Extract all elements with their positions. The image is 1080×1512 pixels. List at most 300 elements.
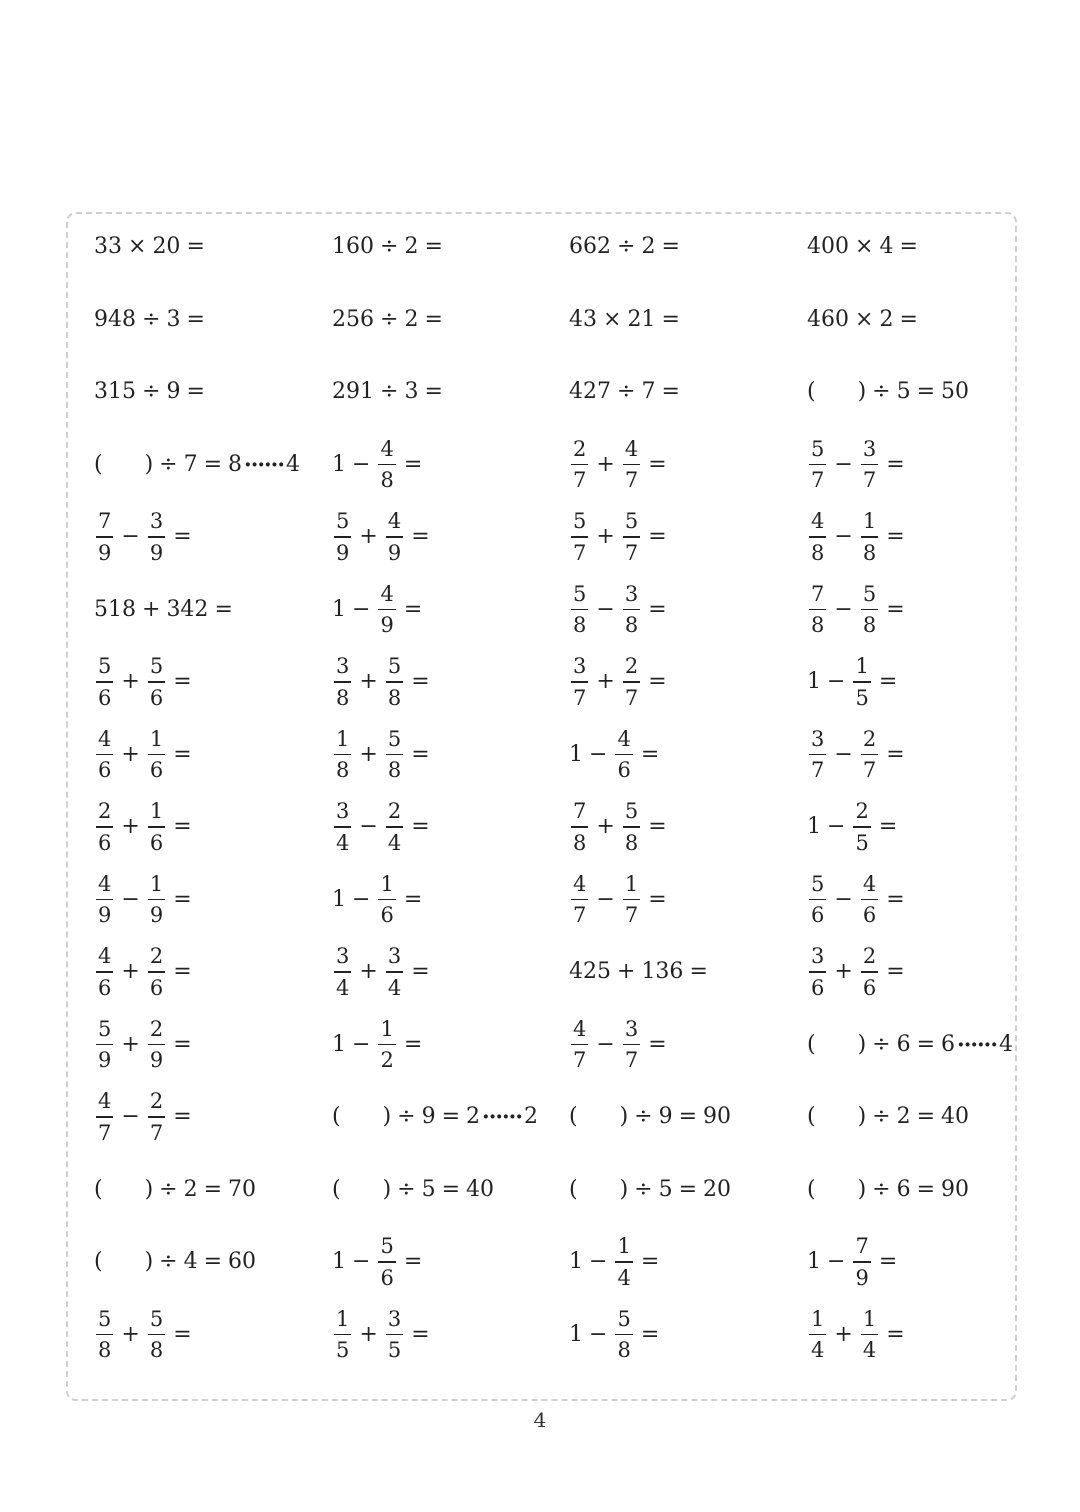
problem [569, 720, 665, 790]
fraction [853, 1234, 870, 1290]
problem [569, 1300, 665, 1370]
problem [569, 357, 686, 427]
fraction-denominator: 4 [617, 1265, 631, 1290]
operator-symbol: + [121, 741, 140, 767]
fraction-numerator: 3 [149, 509, 164, 534]
fraction-bar [623, 609, 640, 611]
operator-symbol: + [121, 814, 140, 839]
operator-symbol: − [121, 886, 140, 912]
fraction-denominator: 7 [624, 540, 639, 565]
fraction-bar [861, 464, 878, 466]
operator-symbol: − [827, 1249, 846, 1274]
problem [807, 937, 911, 1007]
fraction-denominator: 8 [336, 685, 350, 710]
operator-symbol: + [596, 524, 615, 549]
problem [332, 1155, 494, 1225]
fraction-bar [148, 536, 165, 538]
answer-blank: ( ) [94, 451, 154, 477]
operator-symbol: = [916, 1031, 936, 1057]
fraction-denominator: 6 [811, 903, 825, 928]
fraction-bar [334, 754, 351, 756]
operator-symbol: + [142, 596, 161, 622]
operator-symbol: − [827, 669, 846, 694]
fraction [96, 509, 113, 565]
fraction-numerator: 4 [624, 436, 639, 461]
number: 425 [569, 959, 611, 984]
fraction-numerator: 1 [811, 1306, 825, 1331]
fraction [809, 509, 826, 565]
fraction-bar [623, 536, 640, 538]
problem [94, 430, 300, 500]
number: 9 [658, 1104, 673, 1129]
fraction-denominator: 9 [149, 540, 164, 565]
problem [332, 1227, 428, 1297]
operator-symbol: = [173, 1104, 192, 1129]
problem [807, 1300, 911, 1370]
fraction-numerator: 5 [617, 1306, 631, 1331]
problem [332, 937, 436, 1007]
number: 1 [332, 1031, 346, 1057]
number: 662 [569, 234, 611, 259]
number: 2 [524, 1104, 538, 1129]
operator-symbol: + [121, 1321, 140, 1347]
number: 1 [807, 1249, 821, 1274]
fraction-numerator: 4 [98, 944, 112, 969]
number: 33 [94, 234, 122, 259]
problem [807, 285, 924, 355]
fraction-numerator: 4 [387, 509, 402, 534]
problem [569, 1155, 731, 1225]
operator-symbol: − [359, 814, 378, 839]
operator-symbol: = [916, 379, 936, 404]
fraction-denominator: 5 [336, 1338, 350, 1363]
fraction-denominator: 8 [380, 468, 394, 493]
problem [332, 647, 436, 717]
problem [569, 212, 686, 282]
fraction-numerator: 2 [862, 944, 877, 969]
operator-symbol: = [640, 1249, 660, 1274]
problem [332, 1300, 436, 1370]
number: 2 [641, 234, 656, 259]
fraction [148, 799, 165, 855]
number: 4 [286, 451, 300, 477]
operator-symbol: − [589, 1249, 608, 1274]
operator-symbol: + [359, 741, 378, 767]
fraction [334, 727, 351, 783]
fraction-bar [378, 609, 395, 611]
operator-symbol: − [834, 596, 853, 622]
problem [569, 792, 673, 862]
fraction [571, 1017, 588, 1073]
fraction-numerator: 5 [573, 581, 587, 606]
fraction [378, 872, 395, 928]
fraction [809, 582, 826, 638]
operator-symbol: = [899, 306, 918, 332]
fraction [623, 509, 640, 565]
operator-symbol: = [203, 451, 223, 477]
operator-symbol: − [121, 1104, 140, 1129]
fraction-denominator: 9 [149, 903, 164, 928]
fraction-numerator: 2 [98, 799, 112, 824]
operator-symbol: + [359, 669, 378, 694]
problem [569, 1082, 731, 1152]
problem [569, 1010, 673, 1080]
problem [332, 1082, 538, 1152]
fraction-bar [861, 754, 878, 756]
fraction [96, 1307, 113, 1363]
fraction-bar [571, 899, 588, 901]
number: 518 [94, 596, 136, 622]
operator-symbol: × [128, 234, 147, 259]
fraction-numerator: 3 [624, 581, 639, 606]
number: 342 [166, 596, 209, 622]
fraction-numerator: 3 [336, 944, 350, 969]
number: 1 [332, 451, 346, 477]
operator-symbol: = [411, 669, 430, 694]
fraction-numerator: 2 [624, 654, 639, 679]
problem [94, 1155, 256, 1225]
fraction [571, 872, 588, 928]
operator-symbol: + [617, 959, 636, 984]
operator-symbol: ÷ [872, 1176, 891, 1202]
number: 136 [641, 959, 684, 984]
fraction-numerator: 4 [380, 436, 394, 461]
operator-symbol: = [411, 524, 430, 549]
operator-symbol: = [424, 234, 443, 259]
problem [807, 502, 911, 572]
fraction-bar [861, 536, 878, 538]
fraction-bar [96, 681, 113, 683]
fraction [861, 944, 878, 1000]
problem [94, 792, 198, 862]
problem [332, 575, 428, 645]
problem [569, 285, 686, 355]
operator-symbol: = [173, 524, 192, 549]
fraction-denominator: 6 [862, 903, 877, 928]
number: 4 [879, 234, 894, 259]
fraction-bar [148, 1334, 165, 1336]
number: 2 [466, 1104, 481, 1129]
fraction-bar [809, 464, 826, 466]
operator-symbol: − [596, 1031, 615, 1057]
operator-symbol: = [661, 306, 680, 332]
fraction-denominator: 9 [387, 540, 402, 565]
number: 2 [183, 1176, 198, 1202]
fraction-numerator: 2 [862, 726, 877, 751]
fraction-denominator: 8 [862, 540, 877, 565]
number: 50 [941, 379, 970, 404]
fraction-bar [809, 971, 826, 973]
operator-symbol: = [214, 596, 233, 622]
number: 1 [332, 886, 346, 912]
operator-symbol: = [203, 1176, 223, 1202]
number: 2 [896, 1104, 911, 1129]
number: 20 [152, 234, 181, 259]
fraction-denominator: 7 [624, 468, 639, 493]
operator-symbol: = [403, 1249, 423, 1274]
fraction-numerator: 4 [573, 1016, 587, 1041]
answer-blank: ( ) [94, 1176, 154, 1202]
number: 315 [94, 379, 136, 404]
operator-symbol: = [648, 1031, 667, 1057]
operator-symbol: ÷ [380, 379, 399, 404]
operator-symbol: = [648, 814, 667, 839]
fraction [615, 1234, 632, 1290]
operator-symbol: = [648, 886, 667, 912]
fraction-bar [334, 971, 351, 973]
fraction-denominator: 6 [149, 975, 164, 1000]
fraction-numerator: 1 [380, 871, 394, 896]
number: 90 [703, 1104, 732, 1129]
number: 291 [332, 379, 374, 404]
operator-symbol: = [648, 669, 667, 694]
fraction [861, 872, 878, 928]
operator-symbol: + [596, 669, 615, 694]
fraction-bar [809, 754, 826, 756]
fraction-bar [334, 536, 351, 538]
operator-symbol: ÷ [397, 1104, 416, 1129]
fraction [571, 582, 588, 638]
operator-symbol: ÷ [159, 451, 178, 477]
operator-symbol: − [834, 741, 853, 767]
fraction [571, 509, 588, 565]
operator-symbol: + [359, 1321, 378, 1347]
number: 40 [466, 1176, 495, 1202]
answer-blank: ( ) [332, 1176, 392, 1202]
problem [807, 1010, 1013, 1080]
number: 1 [332, 596, 346, 622]
operator-symbol: × [855, 306, 874, 332]
fraction-denominator: 6 [862, 975, 877, 1000]
fraction-numerator: 3 [387, 1306, 402, 1331]
problem [332, 720, 436, 790]
operator-symbol: ÷ [380, 306, 399, 332]
operator-symbol: = [886, 1321, 905, 1347]
problem [807, 647, 903, 717]
fraction-bar [623, 1044, 640, 1046]
problem [807, 865, 911, 935]
problem [94, 212, 211, 282]
fraction-bar [96, 826, 113, 828]
number: 7 [641, 379, 656, 404]
fraction-denominator: 8 [862, 613, 877, 638]
fraction-bar [378, 464, 395, 466]
fraction-numerator: 5 [380, 1234, 394, 1259]
fraction-bar [853, 681, 870, 683]
fraction-numerator: 3 [811, 726, 825, 751]
fraction-denominator: 7 [573, 1048, 587, 1073]
number: 1 [807, 669, 821, 694]
fraction-numerator: 7 [855, 1234, 869, 1259]
fraction-numerator: 1 [855, 654, 869, 679]
fraction [853, 654, 870, 710]
fraction-denominator: 7 [573, 468, 587, 493]
fraction-bar [615, 754, 632, 756]
fraction [386, 799, 403, 855]
fraction-bar [334, 1334, 351, 1336]
problem [807, 575, 911, 645]
fraction-numerator: 5 [624, 509, 639, 534]
operator-symbol: = [424, 306, 443, 332]
fraction-bar [148, 899, 165, 901]
operator-symbol: ÷ [142, 306, 161, 332]
problem [332, 285, 449, 355]
number: 6 [941, 1031, 956, 1057]
problem [569, 647, 673, 717]
operator-symbol: = [173, 1031, 192, 1057]
number: 40 [941, 1104, 970, 1129]
number: 400 [807, 234, 849, 259]
fraction-numerator: 2 [855, 799, 869, 824]
number: 4 [183, 1249, 198, 1274]
fraction-denominator: 6 [380, 903, 394, 928]
fraction [96, 944, 113, 1000]
number: 20 [703, 1176, 732, 1202]
fraction-bar [571, 609, 588, 611]
answer-blank: ( ) [807, 1176, 867, 1202]
operator-symbol: = [878, 669, 898, 694]
operator-symbol: = [640, 741, 660, 767]
fraction-bar [148, 1116, 165, 1118]
fraction-bar [378, 899, 395, 901]
problem [94, 575, 239, 645]
problem [569, 502, 673, 572]
number: 160 [332, 234, 374, 259]
fraction [809, 1307, 826, 1363]
operator-symbol: ÷ [634, 1176, 653, 1202]
operator-symbol: = [678, 1176, 698, 1202]
problem [332, 865, 428, 935]
fraction [334, 799, 351, 855]
fraction-denominator: 4 [811, 1338, 825, 1363]
operator-symbol: = [411, 1321, 430, 1347]
fraction-denominator: 8 [149, 1338, 164, 1363]
number: 4 [999, 1031, 1013, 1057]
operator-symbol: ÷ [380, 234, 399, 259]
number: 3 [404, 379, 419, 404]
fraction-denominator: 6 [149, 830, 164, 855]
number: 256 [332, 306, 374, 332]
problem [94, 865, 198, 935]
fraction [861, 582, 878, 638]
fraction-bar [386, 971, 403, 973]
operator-symbol: = [411, 959, 430, 984]
number: 7 [183, 451, 198, 477]
remainder-dots: ······ [482, 1104, 522, 1130]
fraction-bar [623, 826, 640, 828]
problem [807, 430, 911, 500]
fraction-numerator: 1 [149, 871, 164, 896]
fraction-bar [571, 464, 588, 466]
number: 9 [166, 379, 181, 404]
fraction-denominator: 8 [624, 830, 639, 855]
number: 8 [228, 451, 243, 477]
operator-symbol: − [827, 814, 846, 839]
fraction-bar [571, 536, 588, 538]
fraction-numerator: 4 [98, 1089, 112, 1114]
fraction-denominator: 8 [811, 540, 825, 565]
operator-symbol: = [661, 234, 680, 259]
operator-symbol: − [589, 741, 608, 767]
fraction-denominator: 9 [380, 613, 394, 638]
fraction-bar [96, 1116, 113, 1118]
fraction [148, 727, 165, 783]
operator-symbol: − [352, 1249, 371, 1274]
fraction [148, 1017, 165, 1073]
fraction [96, 872, 113, 928]
fraction-denominator: 4 [336, 830, 350, 855]
operator-symbol: = [648, 596, 667, 622]
number: 21 [627, 306, 656, 332]
fraction-numerator: 4 [811, 509, 825, 534]
operator-symbol: − [121, 524, 140, 549]
operator-symbol: = [678, 1104, 698, 1129]
fraction-bar [148, 826, 165, 828]
fraction-denominator: 7 [624, 685, 639, 710]
operator-symbol: ÷ [634, 1104, 653, 1129]
fraction-denominator: 5 [387, 1338, 402, 1363]
fraction-bar [809, 1334, 826, 1336]
operator-symbol: − [596, 596, 615, 622]
problem [332, 792, 436, 862]
fraction-denominator: 7 [624, 903, 639, 928]
fraction-numerator: 4 [617, 726, 631, 751]
operator-symbol: = [640, 1321, 660, 1347]
fraction-denominator: 7 [811, 468, 825, 493]
fraction-denominator: 7 [573, 685, 587, 710]
fraction [809, 437, 826, 493]
fraction [623, 799, 640, 855]
fraction [378, 1017, 395, 1073]
fraction-denominator: 2 [380, 1048, 394, 1073]
fraction [96, 799, 113, 855]
answer-blank: ( ) [569, 1176, 629, 1202]
number: 948 [94, 306, 136, 332]
fraction [378, 1234, 395, 1290]
fraction [571, 654, 588, 710]
problem [332, 502, 436, 572]
fraction-denominator: 4 [387, 975, 402, 1000]
number: 1 [807, 814, 821, 839]
problem [807, 1227, 903, 1297]
fraction [615, 727, 632, 783]
fraction-bar [96, 754, 113, 756]
problem [94, 1082, 198, 1152]
fraction-numerator: 5 [387, 726, 402, 751]
operator-symbol: ÷ [872, 379, 891, 404]
number: 2 [404, 306, 419, 332]
fraction-bar [334, 826, 351, 828]
number: 90 [941, 1176, 970, 1202]
operator-symbol: − [352, 596, 371, 622]
operator-symbol: + [121, 669, 140, 694]
fraction-bar [615, 1261, 632, 1263]
number: 3 [166, 306, 181, 332]
fraction-denominator: 7 [149, 1120, 164, 1145]
problem [94, 357, 211, 427]
fraction-denominator: 4 [336, 975, 350, 1000]
fraction-numerator: 7 [98, 509, 112, 534]
fraction-numerator: 7 [573, 799, 587, 824]
fraction [571, 799, 588, 855]
fraction [623, 1017, 640, 1073]
fraction-bar [571, 681, 588, 683]
fraction-bar [861, 1334, 878, 1336]
operator-symbol: = [878, 814, 898, 839]
fraction-denominator: 5 [855, 685, 869, 710]
fraction-denominator: 7 [573, 540, 587, 565]
problem [332, 212, 449, 282]
